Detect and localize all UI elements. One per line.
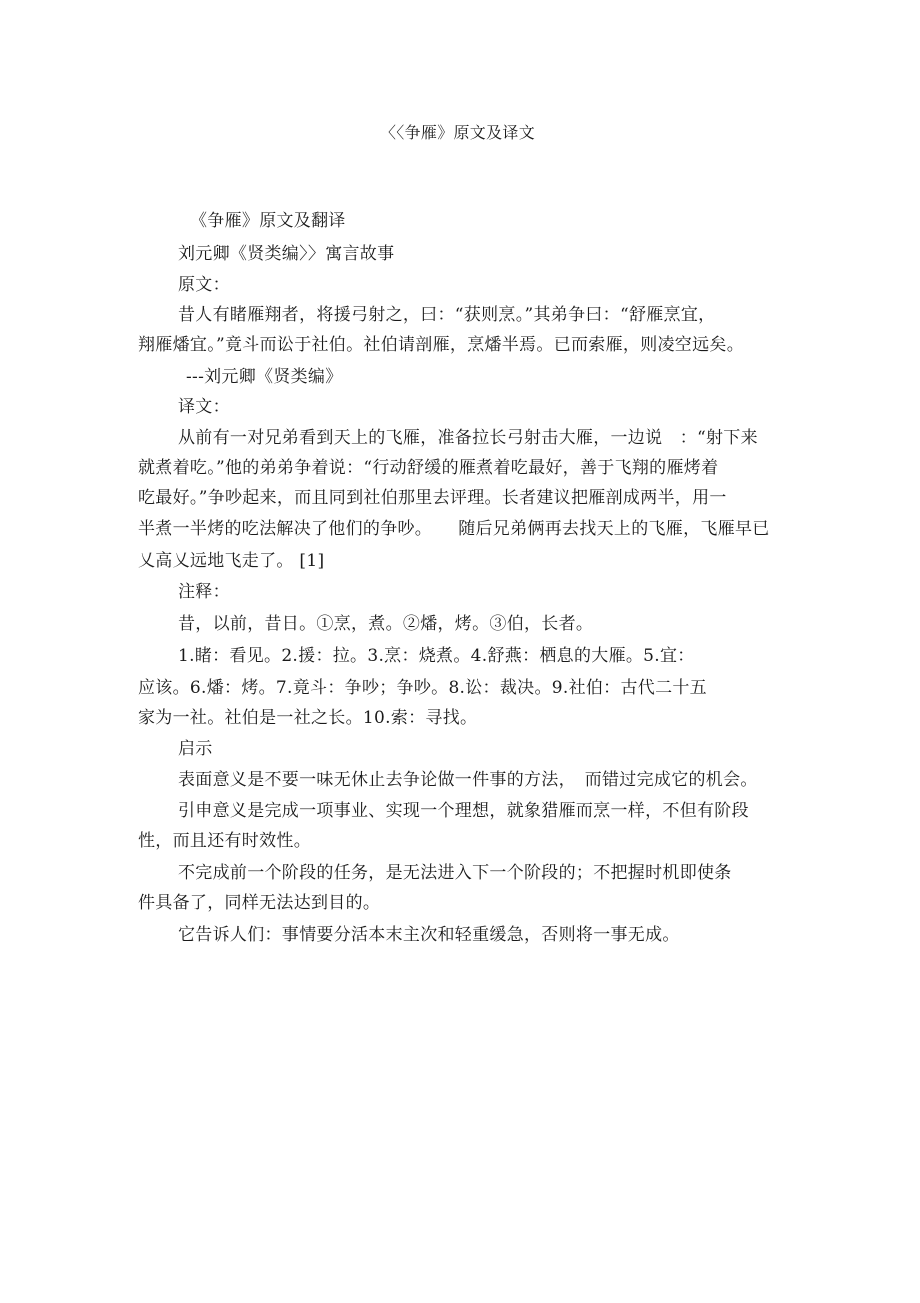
- lesson-line-5: 件具备了，同样无法达到目的。: [138, 893, 381, 913]
- document-title: 〈〈争雁》原文及译文: [380, 123, 536, 142]
- notes-line-4: 家为一社。社伯是一社之长。10.索：寻找。: [138, 708, 478, 728]
- source-citation: ---刘元卿《贤类编》: [186, 367, 343, 387]
- notes-label: 注释：: [178, 582, 230, 602]
- translation-line-4: 半煮一半烤的吃法解决了他们的争吵。 随后兄弟俩再去找天上的飞雁，飞雁早已: [138, 519, 770, 539]
- translation-label: 译文：: [178, 397, 230, 417]
- notes-line-2: 1.睹：看见。2.援：拉。3.烹：烧煮。4.舒燕：栖息的大雁。5.宜：: [178, 646, 695, 666]
- translation-line-3: 吃最好。”争吵起来，而且同到社伯那里去评理。长者建议把雁剖成两半，用一: [138, 488, 727, 508]
- lesson-line-1: 表面意义是不要一味无休止去争论做一件事的方法， 而错过完成它的机会。: [178, 770, 758, 790]
- lesson-line-3: 性，而且还有时效性。: [138, 831, 311, 851]
- original-label: 原文：: [178, 275, 230, 295]
- lesson-line-6: 它告诉人们：事情要分活本末主次和轻重缓急，否则将一事无成。: [178, 925, 680, 945]
- subtitle: 《争雁》原文及翻译: [190, 211, 346, 231]
- notes-line-3: 应该。6.燔：烤。7.竟斗：争吵；争吵。8.讼：裁决。9.社伯：古代二十五: [138, 678, 707, 698]
- lesson-line-4: 不完成前一个阶段的任务，是无法进入下一个阶段的；不把握时机即使条: [178, 863, 732, 883]
- notes-line-1: 昔，以前，昔日。①烹，煮。②燔，烤。③伯，长者。: [178, 614, 594, 634]
- author-line: 刘元卿《贤类编〉〉寓言故事: [178, 244, 395, 264]
- lesson-label: 启示: [178, 739, 213, 759]
- original-text-line-1: 昔人有睹雁翔者，将援弓射之，曰：“获则烹。”其弟争曰：“舒雁烹宜，: [178, 305, 716, 325]
- original-text-line-2: 翔雁燔宜。”竟斗而讼于社伯。社伯请剖雁，烹燔半焉。已而索雁，则凌空远矣。: [138, 335, 744, 355]
- translation-line-5: 乂高乂远地飞走了。 [1]: [138, 551, 325, 571]
- translation-line-1: 从前有一对兄弟看到天上的飞雁，准备拉长弓射击大雁，一边说 ：“射下来: [178, 428, 758, 448]
- lesson-line-2: 引申意义是完成一项事业、实现一个理想，就象猎雁而烹一样，不但有阶段: [178, 801, 749, 821]
- translation-line-2: 就煮着吃。”他的弟弟争着说：“行动舒缓的雁煮着吃最好，善于飞翔的雁烤着: [138, 458, 719, 478]
